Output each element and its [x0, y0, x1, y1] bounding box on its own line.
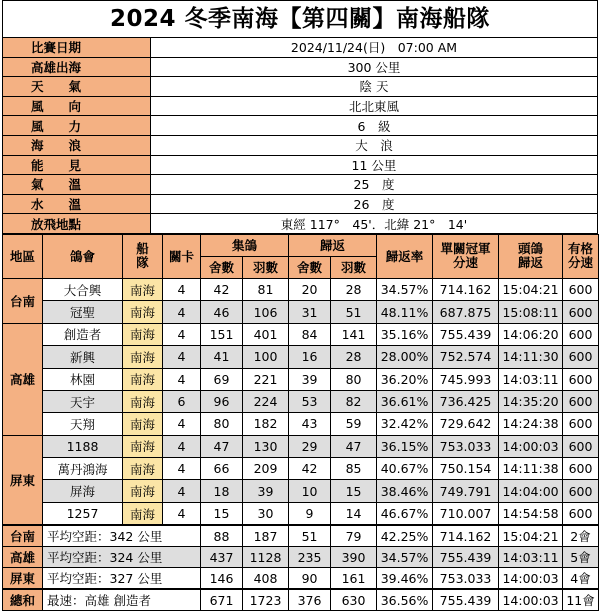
returned-birds-cell: 630: [331, 589, 377, 611]
first-return-cell: 15:04:21: [499, 278, 563, 300]
returned-households-cell: 10: [289, 480, 331, 502]
table-row: [3, 368, 599, 390]
return-rate-cell: 36.56%: [377, 589, 433, 611]
returned-birds-cell: 85: [331, 458, 377, 480]
return-rate-cell: 28.00%: [377, 346, 433, 368]
collected-households-cell: 42: [201, 278, 243, 300]
collected-birds-cell: 182: [243, 413, 289, 435]
returned-birds-cell: 390: [331, 547, 377, 568]
return-rate-cell: 34.57%: [377, 547, 433, 568]
table-row: [3, 346, 599, 368]
region-cell: 屏東: [3, 435, 43, 525]
header-return-rate: 歸返率: [377, 234, 433, 278]
returned-households-cell: 29: [289, 435, 331, 457]
table-row: [3, 413, 599, 435]
team-cell: 南海: [123, 502, 163, 525]
returned-households-cell: 376: [289, 589, 331, 611]
region-cell: 台南: [3, 278, 43, 323]
return-rate-cell: 48.11%: [377, 301, 433, 323]
info-row: [3, 77, 598, 97]
returned-birds-cell: 79: [331, 525, 377, 547]
qualified-speed-cell: 600: [563, 413, 599, 435]
header-returned-birds: 羽數: [331, 256, 377, 278]
collected-households-cell: 15: [201, 502, 243, 525]
info-label: 放飛地點: [3, 214, 151, 234]
returned-households-cell: 42: [289, 458, 331, 480]
collected-households-cell: 80: [201, 413, 243, 435]
returned-households-cell: 90: [289, 568, 331, 590]
info-row: [3, 135, 598, 155]
info-row: [3, 194, 598, 214]
returned-birds-cell: 80: [331, 368, 377, 390]
stage-cell: 4: [163, 323, 201, 345]
info-row: [3, 116, 598, 136]
info-row: [3, 38, 598, 58]
info-value: 2024/11/24(日) 07:00 AM: [151, 38, 598, 58]
summary-row: [3, 589, 599, 611]
returned-birds-cell: 51: [331, 301, 377, 323]
table-row: [3, 301, 599, 323]
returned-birds-cell: 141: [331, 323, 377, 345]
club-cell: 1257: [43, 502, 123, 525]
returned-households-cell: 9: [289, 502, 331, 525]
qualified-speed-cell: 600: [563, 278, 599, 300]
first-return-cell: 14:06:20: [499, 323, 563, 345]
first-return-cell: 14:03:11: [499, 547, 563, 568]
qualified-speed-cell: 600: [563, 323, 599, 345]
first-return-cell: 14:04:00: [499, 480, 563, 502]
return-rate-cell: 46.67%: [377, 502, 433, 525]
qualified-speed-cell: 600: [563, 301, 599, 323]
return-rate-cell: 38.46%: [377, 480, 433, 502]
returned-households-cell: 16: [289, 346, 331, 368]
collected-households-cell: 41: [201, 346, 243, 368]
first-return-cell: 15:08:11: [499, 301, 563, 323]
table-row: [3, 480, 599, 502]
winner-speed-cell: 750.154: [433, 458, 499, 480]
collected-households-cell: 151: [201, 323, 243, 345]
return-rate-cell: 32.42%: [377, 413, 433, 435]
table-row: [3, 390, 599, 412]
summary-row: [3, 568, 599, 590]
table-row: [3, 435, 599, 457]
team-cell: 南海: [123, 323, 163, 345]
header-collected-households: 舍數: [201, 256, 243, 278]
winner-speed-cell: 753.033: [433, 568, 499, 590]
summary-region-cell: 台南: [3, 525, 43, 547]
collected-households-cell: 437: [201, 547, 243, 568]
stage-cell: 4: [163, 413, 201, 435]
header-returned-households: 舍數: [289, 256, 331, 278]
info-row: [3, 155, 598, 175]
first-return-cell: 14:35:20: [499, 390, 563, 412]
first-return-cell: 14:00:03: [499, 435, 563, 457]
first-return-cell: 14:11:38: [499, 458, 563, 480]
team-cell: 南海: [123, 480, 163, 502]
collected-households-cell: 66: [201, 458, 243, 480]
collected-birds-cell: 106: [243, 301, 289, 323]
info-value: 大 浪: [151, 135, 598, 155]
returned-households-cell: 31: [289, 301, 331, 323]
stage-cell: 4: [163, 458, 201, 480]
stage-cell: 4: [163, 480, 201, 502]
first-return-cell: 14:00:03: [499, 568, 563, 590]
table-row: [3, 323, 599, 345]
first-return-cell: 14:54:58: [499, 502, 563, 525]
summary-row: [3, 547, 599, 568]
winner-speed-cell: 729.642: [433, 413, 499, 435]
club-cell: 林園: [43, 368, 123, 390]
collected-birds-cell: 187: [243, 525, 289, 547]
club-cell: 大合興: [43, 278, 123, 300]
summary-region-cell: 高雄: [3, 547, 43, 568]
winner-speed-cell: 714.162: [433, 525, 499, 547]
stage-cell: 4: [163, 502, 201, 525]
info-label: 天 氣: [3, 77, 151, 97]
return-rate-cell: 42.25%: [377, 525, 433, 547]
summary-text-cell: 平均空距：324 公里: [43, 547, 201, 568]
qualified-speed-cell: 600: [563, 368, 599, 390]
team-cell: 南海: [123, 278, 163, 300]
return-rate-cell: 39.46%: [377, 568, 433, 590]
returned-households-cell: 53: [289, 390, 331, 412]
returned-households-cell: 235: [289, 547, 331, 568]
club-cell: 冠聖: [43, 301, 123, 323]
info-label: 海 浪: [3, 135, 151, 155]
collected-birds-cell: 1128: [243, 547, 289, 568]
collected-birds-cell: 408: [243, 568, 289, 590]
info-value: 陰 天: [151, 77, 598, 97]
team-cell: 南海: [123, 346, 163, 368]
info-value: 11 公里: [151, 155, 598, 175]
stage-cell: 4: [163, 346, 201, 368]
qualified-speed-cell: 600: [563, 390, 599, 412]
qualified-speed-cell: 600: [563, 480, 599, 502]
returned-birds-cell: 161: [331, 568, 377, 590]
returned-households-cell: 39: [289, 368, 331, 390]
stage-cell: 4: [163, 301, 201, 323]
collected-households-cell: 146: [201, 568, 243, 590]
return-rate-cell: 36.61%: [377, 390, 433, 412]
collected-birds-cell: 224: [243, 390, 289, 412]
club-cell: 新興: [43, 346, 123, 368]
info-value: 25 度: [151, 175, 598, 195]
collected-birds-cell: 401: [243, 323, 289, 345]
info-row: [3, 57, 598, 77]
qualified-speed-cell: 600: [563, 435, 599, 457]
info-label: 風 力: [3, 116, 151, 136]
winner-speed-cell: 752.574: [433, 346, 499, 368]
summary-text-cell: 平均空距：342 公里: [43, 525, 201, 547]
winner-speed-cell: 736.425: [433, 390, 499, 412]
collected-households-cell: 47: [201, 435, 243, 457]
winner-speed-cell: 755.439: [433, 547, 499, 568]
returned-birds-cell: 82: [331, 390, 377, 412]
stage-cell: 6: [163, 390, 201, 412]
qualified-speed-cell: 600: [563, 502, 599, 525]
collected-birds-cell: 30: [243, 502, 289, 525]
qualified-speed-cell: 600: [563, 346, 599, 368]
qualified-speed-cell: 600: [563, 458, 599, 480]
table-row: [3, 278, 599, 300]
table-row: [3, 458, 599, 480]
info-label: 能 見: [3, 155, 151, 175]
header-first-return: 頭鴿歸返: [499, 234, 563, 278]
winner-speed-cell: 753.033: [433, 435, 499, 457]
returned-birds-cell: 47: [331, 435, 377, 457]
team-cell: 南海: [123, 458, 163, 480]
info-label: 水 溫: [3, 194, 151, 214]
header-stage: 關卡: [163, 234, 201, 278]
first-return-cell: 14:00:03: [499, 589, 563, 611]
collected-households-cell: 88: [201, 525, 243, 547]
summary-text-cell: 最速：高雄 創造者: [43, 589, 201, 611]
collected-households-cell: 18: [201, 480, 243, 502]
table-row: [3, 502, 599, 525]
team-cell: 南海: [123, 301, 163, 323]
header-collected: 集鴿: [201, 234, 289, 256]
team-cell: 南海: [123, 435, 163, 457]
club-cell: 創造者: [43, 323, 123, 345]
info-label: 比賽日期: [3, 38, 151, 58]
winner-speed-cell: 710.007: [433, 502, 499, 525]
collected-birds-cell: 100: [243, 346, 289, 368]
qualified-speed-cell: 5會: [563, 547, 599, 568]
return-rate-cell: 36.15%: [377, 435, 433, 457]
header-qualified-speed: 有格分速: [563, 234, 599, 278]
summary-region-cell: 總和: [3, 589, 43, 611]
return-rate-cell: 34.57%: [377, 278, 433, 300]
first-return-cell: 15:04:21: [499, 525, 563, 547]
returned-birds-cell: 28: [331, 278, 377, 300]
collected-households-cell: 69: [201, 368, 243, 390]
info-row: [3, 214, 598, 234]
collected-households-cell: 671: [201, 589, 243, 611]
info-value: 北北東風: [151, 96, 598, 116]
header-winner-speed: 單關冠軍分速: [433, 234, 499, 278]
winner-speed-cell: 755.439: [433, 323, 499, 345]
info-label: 高雄出海: [3, 57, 151, 77]
qualified-speed-cell: 2會: [563, 525, 599, 547]
collected-birds-cell: 130: [243, 435, 289, 457]
summary-text-cell: 平均空距：327 公里: [43, 568, 201, 590]
collected-birds-cell: 39: [243, 480, 289, 502]
returned-households-cell: 20: [289, 278, 331, 300]
returned-birds-cell: 14: [331, 502, 377, 525]
header-region: 地區: [3, 234, 43, 278]
returned-birds-cell: 28: [331, 346, 377, 368]
info-value: 6 級: [151, 116, 598, 136]
collected-households-cell: 46: [201, 301, 243, 323]
info-row: [3, 96, 598, 116]
collected-birds-cell: 221: [243, 368, 289, 390]
collected-birds-cell: 209: [243, 458, 289, 480]
club-cell: 天翔: [43, 413, 123, 435]
qualified-speed-cell: 11會: [563, 589, 599, 611]
club-cell: 屏海: [43, 480, 123, 502]
collected-birds-cell: 1723: [243, 589, 289, 611]
info-value: 東經 117° 45'．北緯 21° 14': [151, 214, 598, 234]
returned-birds-cell: 15: [331, 480, 377, 502]
returned-households-cell: 43: [289, 413, 331, 435]
collected-households-cell: 96: [201, 390, 243, 412]
info-label: 氣 溫: [3, 175, 151, 195]
winner-speed-cell: 749.791: [433, 480, 499, 502]
winner-speed-cell: 687.875: [433, 301, 499, 323]
race-info-table: [2, 37, 598, 234]
race-result-sheet: [2, 0, 598, 611]
header-collected-birds: 羽數: [243, 256, 289, 278]
summary-region-cell: 屏東: [3, 568, 43, 590]
page-title: 2024 冬季南海【第四關】南海船隊: [2, 0, 598, 37]
stage-cell: 4: [163, 368, 201, 390]
first-return-cell: 14:03:11: [499, 368, 563, 390]
returned-households-cell: 51: [289, 525, 331, 547]
info-value: 26 度: [151, 194, 598, 214]
header-club: 鴿會: [43, 234, 123, 278]
info-row: [3, 175, 598, 195]
winner-speed-cell: 755.439: [433, 589, 499, 611]
club-cell: 天宇: [43, 390, 123, 412]
first-return-cell: 14:11:30: [499, 346, 563, 368]
returned-households-cell: 84: [289, 323, 331, 345]
info-value: 300 公里: [151, 57, 598, 77]
summary-row: [3, 525, 599, 547]
results-table: [2, 234, 599, 611]
returned-birds-cell: 59: [331, 413, 377, 435]
team-cell: 南海: [123, 390, 163, 412]
club-cell: 1188: [43, 435, 123, 457]
club-cell: 萬丹鴻海: [43, 458, 123, 480]
return-rate-cell: 40.67%: [377, 458, 433, 480]
stage-cell: 4: [163, 278, 201, 300]
collected-birds-cell: 81: [243, 278, 289, 300]
stage-cell: 4: [163, 435, 201, 457]
winner-speed-cell: 745.993: [433, 368, 499, 390]
info-label: 風 向: [3, 96, 151, 116]
winner-speed-cell: 714.162: [433, 278, 499, 300]
header-team: 船隊: [123, 234, 163, 278]
first-return-cell: 14:24:38: [499, 413, 563, 435]
team-cell: 南海: [123, 413, 163, 435]
header-returned: 歸返: [289, 234, 377, 256]
team-cell: 南海: [123, 368, 163, 390]
qualified-speed-cell: 4會: [563, 568, 599, 590]
region-cell: 高雄: [3, 323, 43, 435]
return-rate-cell: 35.16%: [377, 323, 433, 345]
return-rate-cell: 36.20%: [377, 368, 433, 390]
header-row: [3, 234, 599, 256]
